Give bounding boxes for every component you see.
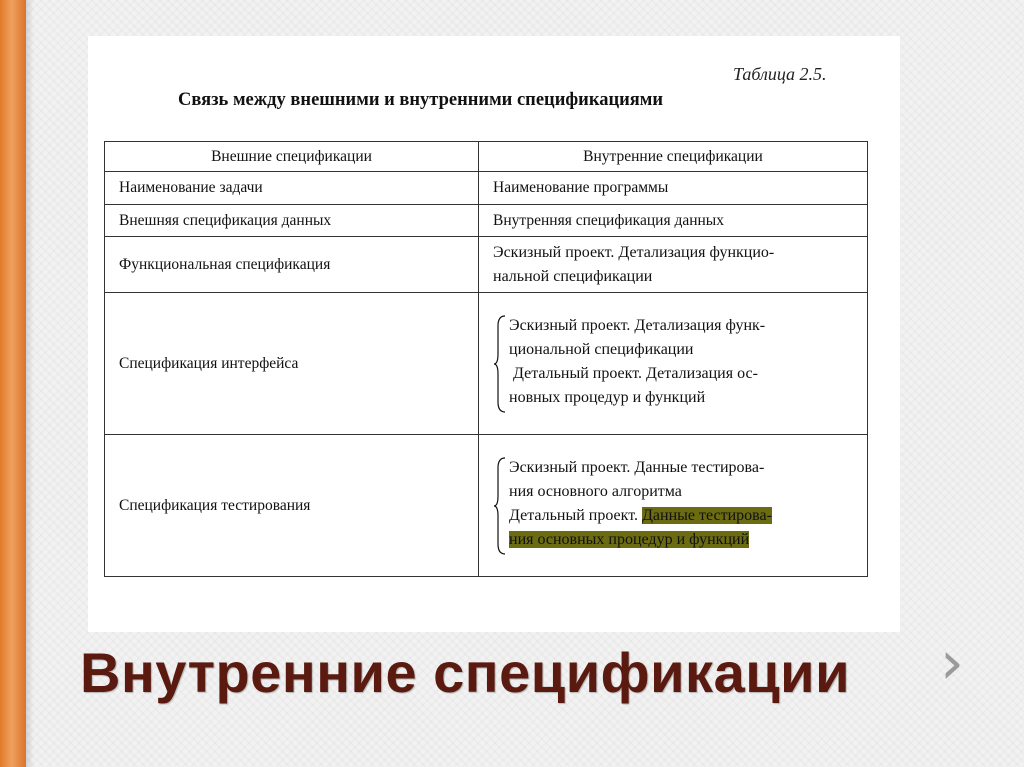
cell-external: Спецификация интерфейса [105, 293, 479, 435]
highlighted-text: Данные тестирова- [642, 506, 772, 524]
cell-text: Детальный проект. [509, 506, 639, 524]
table-title: Связь между внешними и внутренними спецификациями [178, 90, 664, 110]
cell-line [509, 504, 772, 528]
cell-internal: Наименование программы [479, 172, 868, 205]
header-external: Внешние спецификации [105, 142, 479, 172]
cell-line: Детальный проект. Детализация ос- [509, 364, 758, 382]
slide-title: Внутренние спецификации [80, 641, 850, 704]
cell-line: Эскизный проект. Данные тестирова- [509, 458, 765, 476]
table-row [105, 205, 868, 237]
table-row [105, 435, 868, 577]
cell-internal [479, 435, 868, 577]
cell-line: новных процедур и функций [509, 388, 706, 406]
cell-internal [479, 293, 868, 435]
header-internal: Внутренние спецификации [479, 142, 868, 172]
table-row [105, 172, 868, 205]
cell-external: Спецификация тестирования [105, 435, 479, 577]
specifications-table [104, 141, 868, 577]
cell-internal [479, 237, 868, 293]
cell-line [509, 528, 772, 552]
cell-line: циональной спецификации [509, 340, 694, 358]
cell-external: Функциональная спецификация [105, 237, 479, 293]
highlighted-text: ния основных процедур и функций [509, 530, 750, 548]
cell-external: Внешняя спецификация данных [105, 205, 479, 237]
table-row [105, 293, 868, 435]
cell-external: Наименование задачи [105, 172, 479, 205]
side-bar-shadow [26, 0, 34, 767]
curly-brace-icon [493, 314, 507, 414]
cell-line: ния основного алгоритма [509, 482, 682, 500]
cell-internal: Внутренняя спецификация данных [479, 205, 868, 237]
table-header-row [105, 142, 868, 172]
chevron-right-icon[interactable]: › [940, 628, 964, 698]
table-row [105, 237, 868, 293]
cell-line: нальной спецификации [493, 267, 653, 285]
curly-brace-icon [493, 456, 507, 556]
cell-line: Эскизный проект. Детализация функ- [509, 316, 766, 334]
table-caption: Таблица 2.5. [733, 64, 827, 84]
accent-side-bar [0, 0, 26, 767]
cell-line: Эскизный проект. Детализация функцио- [493, 243, 775, 261]
